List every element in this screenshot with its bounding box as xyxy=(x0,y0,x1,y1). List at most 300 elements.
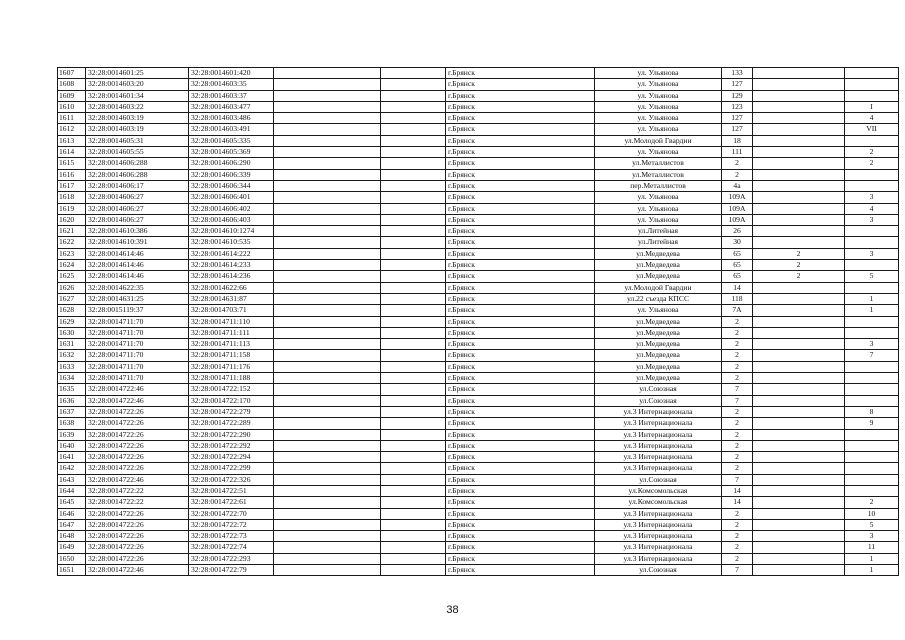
apartment-cell xyxy=(845,260,899,271)
street-cell: ул.22 съезда КПСС xyxy=(595,293,722,304)
object-cadastral-number-cell: 32:28:0014722:292 xyxy=(189,440,274,451)
apartment-cell xyxy=(845,440,899,451)
table-row xyxy=(58,350,899,361)
table-row xyxy=(58,226,899,237)
table-row xyxy=(58,192,899,203)
blank-col-1-cell xyxy=(274,406,381,417)
apartment-cell: 1 xyxy=(845,565,899,576)
row-number-cell: 1647 xyxy=(58,519,86,530)
blank-col-1-cell xyxy=(274,214,381,225)
table-row xyxy=(58,293,899,304)
row-number-cell: 1628 xyxy=(58,305,86,316)
house-number-cell: 127 xyxy=(722,124,753,135)
row-number-cell: 1651 xyxy=(58,565,86,576)
apartment-cell: 4 xyxy=(845,203,899,214)
parcel-cadastral-number-cell: 32:28:0014722:26 xyxy=(86,452,189,463)
table-row xyxy=(58,508,899,519)
city-cell: г.Брянск xyxy=(446,305,595,316)
city-cell: г.Брянск xyxy=(446,406,595,417)
blank-col-1-cell xyxy=(274,384,381,395)
city-cell: г.Брянск xyxy=(446,508,595,519)
table-row xyxy=(58,373,899,384)
apartment-cell: 3 xyxy=(845,248,899,259)
city-cell: г.Брянск xyxy=(446,135,595,146)
row-number-cell: 1619 xyxy=(58,203,86,214)
object-cadastral-number-cell: 32:28:0014606:290 xyxy=(189,158,274,169)
apartment-cell: 3 xyxy=(845,339,899,350)
blank-col-1-cell xyxy=(274,68,381,79)
table-row xyxy=(58,327,899,338)
building-cell xyxy=(753,305,845,316)
table-row xyxy=(58,339,899,350)
blank-col-2-cell xyxy=(381,485,446,496)
house-number-cell: 2 xyxy=(722,406,753,417)
building-cell: 2 xyxy=(753,271,845,282)
object-cadastral-number-cell: 32:28:0014722:51 xyxy=(189,485,274,496)
parcel-cadastral-number-cell: 32:28:0014711:70 xyxy=(86,316,189,327)
blank-col-2-cell xyxy=(381,327,446,338)
object-cadastral-number-cell: 32:28:0014622:66 xyxy=(189,282,274,293)
object-cadastral-number-cell: 32:28:0014610:535 xyxy=(189,237,274,248)
row-number-cell: 1629 xyxy=(58,316,86,327)
parcel-cadastral-number-cell: 32:28:0014722:26 xyxy=(86,440,189,451)
house-number-cell: 109А xyxy=(722,203,753,214)
blank-col-1-cell xyxy=(274,192,381,203)
house-number-cell: 7А xyxy=(722,305,753,316)
row-number-cell: 1639 xyxy=(58,429,86,440)
apartment-cell xyxy=(845,474,899,485)
blank-col-1-cell xyxy=(274,463,381,474)
street-cell: ул.Комсомольская xyxy=(595,485,722,496)
blank-col-2-cell xyxy=(381,147,446,158)
row-number-cell: 1649 xyxy=(58,542,86,553)
apartment-cell: 11 xyxy=(845,542,899,553)
table-row xyxy=(58,440,899,451)
parcel-cadastral-number-cell: 32:28:0014603:19 xyxy=(86,124,189,135)
object-cadastral-number-cell: 32:28:0014711:176 xyxy=(189,361,274,372)
blank-col-2-cell xyxy=(381,282,446,293)
parcel-cadastral-number-cell: 32:28:0014606:27 xyxy=(86,203,189,214)
house-number-cell: 2 xyxy=(722,531,753,542)
blank-col-2-cell xyxy=(381,452,446,463)
row-number-cell: 1631 xyxy=(58,339,86,350)
row-number-cell: 1633 xyxy=(58,361,86,372)
house-number-cell: 133 xyxy=(722,68,753,79)
street-cell: ул. Ульянова xyxy=(595,68,722,79)
apartment-cell: 5 xyxy=(845,271,899,282)
blank-col-2-cell xyxy=(381,90,446,101)
row-number-cell: 1608 xyxy=(58,79,86,90)
apartment-cell xyxy=(845,135,899,146)
row-number-cell: 1611 xyxy=(58,113,86,124)
object-cadastral-number-cell: 32:28:0014711:111 xyxy=(189,327,274,338)
city-cell: г.Брянск xyxy=(446,214,595,225)
blank-col-1-cell xyxy=(274,531,381,542)
street-cell: ул.Медведева xyxy=(595,339,722,350)
row-number-cell: 1644 xyxy=(58,485,86,496)
city-cell: г.Брянск xyxy=(446,485,595,496)
city-cell: г.Брянск xyxy=(446,169,595,180)
street-cell: ул. Ульянова xyxy=(595,203,722,214)
table-row xyxy=(58,565,899,576)
city-cell: г.Брянск xyxy=(446,497,595,508)
object-cadastral-number-cell: 32:28:0014614:236 xyxy=(189,271,274,282)
object-cadastral-number-cell: 32:28:0014606:339 xyxy=(189,169,274,180)
building-cell xyxy=(753,101,845,112)
page-number: 38 xyxy=(446,604,459,616)
house-number-cell: 127 xyxy=(722,79,753,90)
building-cell xyxy=(753,169,845,180)
street-cell: ул.Молодой Гвардии xyxy=(595,135,722,146)
apartment-cell: 1 xyxy=(845,553,899,564)
city-cell: г.Брянск xyxy=(446,113,595,124)
row-number-cell: 1617 xyxy=(58,180,86,191)
apartment-cell xyxy=(845,463,899,474)
apartment-cell: 5 xyxy=(845,519,899,530)
row-number-cell: 1616 xyxy=(58,169,86,180)
blank-col-1-cell xyxy=(274,497,381,508)
blank-col-1-cell xyxy=(274,542,381,553)
object-cadastral-number-cell: 32:28:0014722:294 xyxy=(189,452,274,463)
table-row xyxy=(58,79,899,90)
blank-col-1-cell xyxy=(274,282,381,293)
apartment-cell: VII xyxy=(845,124,899,135)
blank-col-1-cell xyxy=(274,485,381,496)
building-cell xyxy=(753,497,845,508)
apartment-cell: 2 xyxy=(845,158,899,169)
object-cadastral-number-cell: 32:28:0014703:71 xyxy=(189,305,274,316)
building-cell xyxy=(753,113,845,124)
house-number-cell: 2 xyxy=(722,508,753,519)
row-number-cell: 1638 xyxy=(58,418,86,429)
street-cell: ул.3 Интернационала xyxy=(595,542,722,553)
building-cell xyxy=(753,474,845,485)
row-number-cell: 1620 xyxy=(58,214,86,225)
apartment-cell xyxy=(845,237,899,248)
blank-col-1-cell xyxy=(274,418,381,429)
blank-col-1-cell xyxy=(274,395,381,406)
street-cell: ул. Ульянова xyxy=(595,101,722,112)
parcel-cadastral-number-cell: 32:28:0014605:55 xyxy=(86,147,189,158)
parcel-cadastral-number-cell: 32:28:0014610:386 xyxy=(86,226,189,237)
building-cell xyxy=(753,553,845,564)
table-row xyxy=(58,282,899,293)
blank-col-1-cell xyxy=(274,508,381,519)
object-cadastral-number-cell: 32:28:0014610:1274 xyxy=(189,226,274,237)
building-cell xyxy=(753,282,845,293)
street-cell: ул.3 Интернационала xyxy=(595,418,722,429)
city-cell: г.Брянск xyxy=(446,147,595,158)
street-cell: ул.3 Интернационала xyxy=(595,429,722,440)
building-cell xyxy=(753,485,845,496)
building-cell xyxy=(753,384,845,395)
parcel-cadastral-number-cell: 32:28:0014606:288 xyxy=(86,158,189,169)
blank-col-1-cell xyxy=(274,101,381,112)
city-cell: г.Брянск xyxy=(446,293,595,304)
object-cadastral-number-cell: 32:28:0014614:233 xyxy=(189,260,274,271)
building-cell xyxy=(753,135,845,146)
blank-col-2-cell xyxy=(381,497,446,508)
street-cell: ул.Союзная xyxy=(595,474,722,485)
table-row xyxy=(58,361,899,372)
apartment-cell xyxy=(845,395,899,406)
city-cell: г.Брянск xyxy=(446,418,595,429)
street-cell: ул.Медведева xyxy=(595,373,722,384)
house-number-cell: 2 xyxy=(722,440,753,451)
street-cell: ул.Союзная xyxy=(595,384,722,395)
city-cell: г.Брянск xyxy=(446,384,595,395)
street-cell: ул.Медведева xyxy=(595,248,722,259)
blank-col-2-cell xyxy=(381,531,446,542)
row-number-cell: 1607 xyxy=(58,68,86,79)
table-row xyxy=(58,553,899,564)
street-cell: ул.3 Интернационала xyxy=(595,508,722,519)
apartment-cell: 3 xyxy=(845,192,899,203)
house-number-cell: 123 xyxy=(722,101,753,112)
building-cell xyxy=(753,519,845,530)
object-cadastral-number-cell: 32:28:0014711:158 xyxy=(189,350,274,361)
blank-col-2-cell xyxy=(381,418,446,429)
blank-col-1-cell xyxy=(274,339,381,350)
city-cell: г.Брянск xyxy=(446,90,595,101)
city-cell: г.Брянск xyxy=(446,429,595,440)
street-cell: ул.Металлистов xyxy=(595,169,722,180)
parcel-cadastral-number-cell: 32:28:0014711:70 xyxy=(86,350,189,361)
table-row xyxy=(58,305,899,316)
object-cadastral-number-cell: 32:28:0014614:222 xyxy=(189,248,274,259)
blank-col-2-cell xyxy=(381,214,446,225)
building-cell xyxy=(753,316,845,327)
house-number-cell: 2 xyxy=(722,519,753,530)
parcel-cadastral-number-cell: 32:28:0014631:25 xyxy=(86,293,189,304)
city-cell: г.Брянск xyxy=(446,316,595,327)
blank-col-1-cell xyxy=(274,271,381,282)
blank-col-2-cell xyxy=(381,316,446,327)
street-cell: ул.3 Интернационала xyxy=(595,531,722,542)
house-number-cell: 2 xyxy=(722,350,753,361)
table-row xyxy=(58,452,899,463)
city-cell: г.Брянск xyxy=(446,395,595,406)
city-cell: г.Брянск xyxy=(446,553,595,564)
blank-col-1-cell xyxy=(274,147,381,158)
parcel-cadastral-number-cell: 32:28:0014722:26 xyxy=(86,542,189,553)
city-cell: г.Брянск xyxy=(446,180,595,191)
apartment-cell: 8 xyxy=(845,406,899,417)
row-number-cell: 1634 xyxy=(58,373,86,384)
house-number-cell: 2 xyxy=(722,418,753,429)
street-cell: ул.Металлистов xyxy=(595,158,722,169)
table-row xyxy=(58,497,899,508)
table-row xyxy=(58,113,899,124)
house-number-cell: 7 xyxy=(722,565,753,576)
building-cell xyxy=(753,531,845,542)
row-number-cell: 1622 xyxy=(58,237,86,248)
apartment-cell: 10 xyxy=(845,508,899,519)
parcel-cadastral-number-cell: 32:28:0015119:37 xyxy=(86,305,189,316)
table-row xyxy=(58,485,899,496)
blank-col-2-cell xyxy=(381,226,446,237)
apartment-cell xyxy=(845,180,899,191)
building-cell xyxy=(753,203,845,214)
blank-col-1-cell xyxy=(274,169,381,180)
object-cadastral-number-cell: 32:28:0014722:61 xyxy=(189,497,274,508)
table-row xyxy=(58,429,899,440)
row-number-cell: 1621 xyxy=(58,226,86,237)
blank-col-2-cell xyxy=(381,169,446,180)
city-cell: г.Брянск xyxy=(446,519,595,530)
row-number-cell: 1635 xyxy=(58,384,86,395)
blank-col-2-cell xyxy=(381,373,446,384)
parcel-cadastral-number-cell: 32:28:0014606:27 xyxy=(86,192,189,203)
building-cell xyxy=(753,361,845,372)
object-cadastral-number-cell: 32:28:0014606:403 xyxy=(189,214,274,225)
object-cadastral-number-cell: 32:28:0014606:402 xyxy=(189,203,274,214)
object-cadastral-number-cell: 32:28:0014722:170 xyxy=(189,395,274,406)
street-cell: ул.3 Интернационала xyxy=(595,406,722,417)
house-number-cell: 2 xyxy=(722,452,753,463)
street-cell: ул.Союзная xyxy=(595,565,722,576)
row-number-cell: 1650 xyxy=(58,553,86,564)
apartment-cell: I xyxy=(845,101,899,112)
building-cell xyxy=(753,406,845,417)
city-cell: г.Брянск xyxy=(446,203,595,214)
city-cell: г.Брянск xyxy=(446,361,595,372)
blank-col-1-cell xyxy=(274,553,381,564)
apartment-cell: 4 xyxy=(845,113,899,124)
building-cell xyxy=(753,158,845,169)
apartment-cell xyxy=(845,429,899,440)
building-cell xyxy=(753,463,845,474)
object-cadastral-number-cell: 32:28:0014603:35 xyxy=(189,79,274,90)
apartment-cell xyxy=(845,361,899,372)
city-cell: г.Брянск xyxy=(446,339,595,350)
blank-col-2-cell xyxy=(381,192,446,203)
city-cell: г.Брянск xyxy=(446,101,595,112)
house-number-cell: 18 xyxy=(722,135,753,146)
building-cell xyxy=(753,339,845,350)
building-cell xyxy=(753,440,845,451)
building-cell xyxy=(753,350,845,361)
parcel-cadastral-number-cell: 32:28:0014722:46 xyxy=(86,565,189,576)
building-cell xyxy=(753,542,845,553)
table-row xyxy=(58,203,899,214)
street-cell: ул. Ульянова xyxy=(595,113,722,124)
city-cell: г.Брянск xyxy=(446,226,595,237)
table-row xyxy=(58,90,899,101)
apartment-cell xyxy=(845,373,899,384)
blank-col-2-cell xyxy=(381,124,446,135)
building-cell xyxy=(753,429,845,440)
blank-col-2-cell xyxy=(381,429,446,440)
blank-col-1-cell xyxy=(274,248,381,259)
city-cell: г.Брянск xyxy=(446,452,595,463)
parcel-cadastral-number-cell: 32:28:0014606:288 xyxy=(86,169,189,180)
table-row xyxy=(58,158,899,169)
parcel-cadastral-number-cell: 32:28:0014722:26 xyxy=(86,418,189,429)
city-cell: г.Брянск xyxy=(446,124,595,135)
city-cell: г.Брянск xyxy=(446,373,595,384)
object-cadastral-number-cell: 32:28:0014722:70 xyxy=(189,508,274,519)
street-cell: ул.3 Интернационала xyxy=(595,440,722,451)
row-number-cell: 1642 xyxy=(58,463,86,474)
object-cadastral-number-cell: 32:28:0014605:369 xyxy=(189,147,274,158)
house-number-cell: 65 xyxy=(722,260,753,271)
blank-col-1-cell xyxy=(274,135,381,146)
building-cell xyxy=(753,124,845,135)
blank-col-2-cell xyxy=(381,361,446,372)
city-cell: г.Брянск xyxy=(446,565,595,576)
parcel-cadastral-number-cell: 32:28:0014601:25 xyxy=(86,68,189,79)
parcel-cadastral-number-cell: 32:28:0014614:46 xyxy=(86,260,189,271)
parcel-cadastral-number-cell: 32:28:0014722:26 xyxy=(86,553,189,564)
house-number-cell: 30 xyxy=(722,237,753,248)
parcel-cadastral-number-cell: 32:28:0014722:26 xyxy=(86,429,189,440)
parcel-cadastral-number-cell: 32:28:0014610:391 xyxy=(86,237,189,248)
blank-col-1-cell xyxy=(274,79,381,90)
object-cadastral-number-cell: 32:28:0014722:279 xyxy=(189,406,274,417)
street-cell: пер.Металлистов xyxy=(595,180,722,191)
street-cell: ул.Медведева xyxy=(595,271,722,282)
street-cell: ул.Комсомольская xyxy=(595,497,722,508)
blank-col-1-cell xyxy=(274,260,381,271)
row-number-cell: 1610 xyxy=(58,101,86,112)
registry-rows xyxy=(58,68,899,576)
city-cell: г.Брянск xyxy=(446,68,595,79)
blank-col-2-cell xyxy=(381,474,446,485)
street-cell: ул.Союзная xyxy=(595,395,722,406)
blank-col-2-cell xyxy=(381,271,446,282)
city-cell: г.Брянск xyxy=(446,158,595,169)
street-cell: ул.Медведева xyxy=(595,260,722,271)
house-number-cell: 109А xyxy=(722,214,753,225)
parcel-cadastral-number-cell: 32:28:0014614:46 xyxy=(86,271,189,282)
row-number-cell: 1637 xyxy=(58,406,86,417)
table-row xyxy=(58,316,899,327)
blank-col-2-cell xyxy=(381,180,446,191)
parcel-cadastral-number-cell: 32:28:0014605:31 xyxy=(86,135,189,146)
blank-col-2-cell xyxy=(381,350,446,361)
blank-col-1-cell xyxy=(274,474,381,485)
blank-col-2-cell xyxy=(381,68,446,79)
blank-col-2-cell xyxy=(381,565,446,576)
house-number-cell: 2 xyxy=(722,463,753,474)
blank-col-1-cell xyxy=(274,124,381,135)
table-row xyxy=(58,68,899,79)
object-cadastral-number-cell: 32:28:0014603:37 xyxy=(189,90,274,101)
apartment-cell xyxy=(845,316,899,327)
blank-col-1-cell xyxy=(274,226,381,237)
table-row xyxy=(58,463,899,474)
row-number-cell: 1640 xyxy=(58,440,86,451)
blank-col-1-cell xyxy=(274,565,381,576)
row-number-cell: 1615 xyxy=(58,158,86,169)
blank-col-2-cell xyxy=(381,542,446,553)
blank-col-2-cell xyxy=(381,553,446,564)
house-number-cell: 65 xyxy=(722,248,753,259)
blank-col-1-cell xyxy=(274,350,381,361)
object-cadastral-number-cell: 32:28:0014605:335 xyxy=(189,135,274,146)
building-cell xyxy=(753,226,845,237)
street-cell: ул. Ульянова xyxy=(595,90,722,101)
blank-col-2-cell xyxy=(381,79,446,90)
house-number-cell: 65 xyxy=(722,271,753,282)
blank-col-1-cell xyxy=(274,293,381,304)
row-number-cell: 1646 xyxy=(58,508,86,519)
row-number-cell: 1625 xyxy=(58,271,86,282)
blank-col-1-cell xyxy=(274,452,381,463)
object-cadastral-number-cell: 32:28:0014711:113 xyxy=(189,339,274,350)
blank-col-2-cell xyxy=(381,395,446,406)
